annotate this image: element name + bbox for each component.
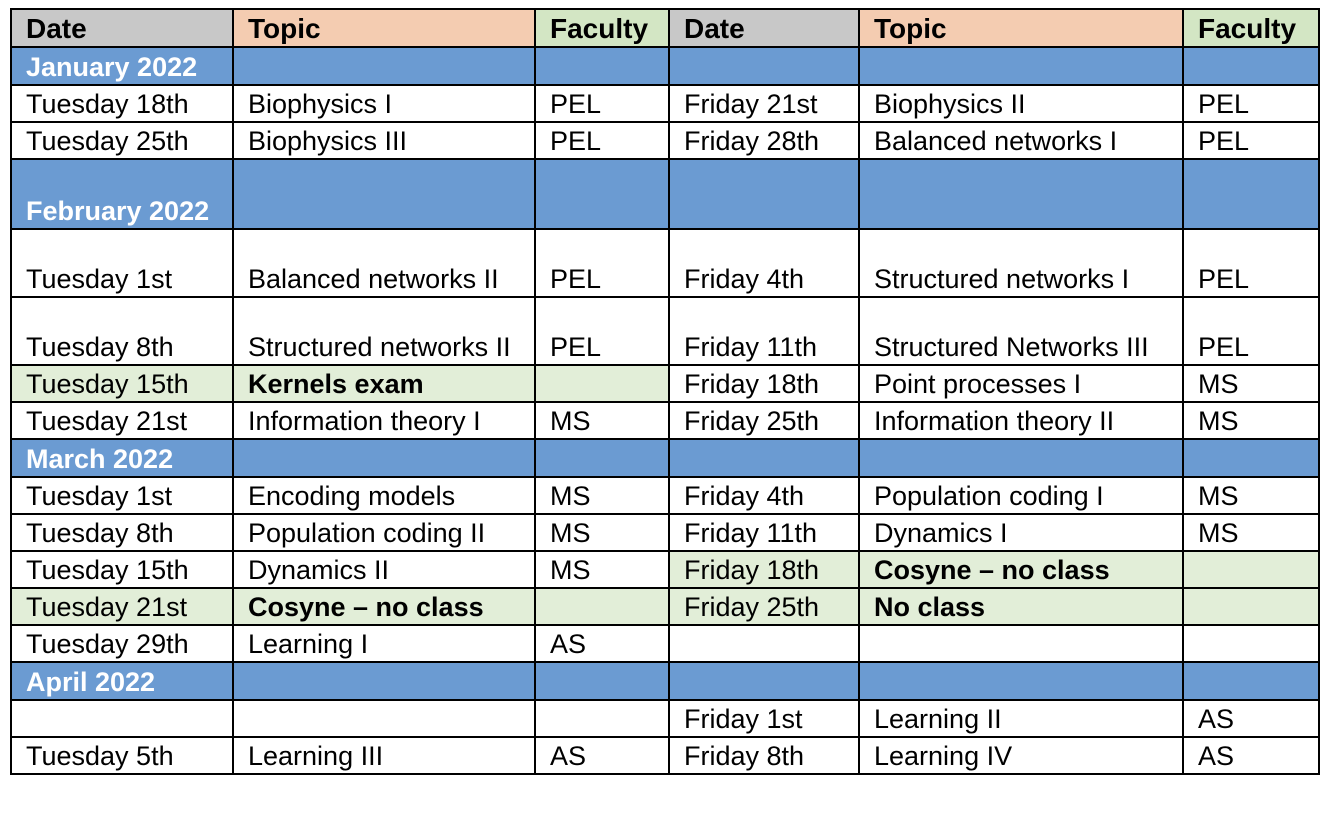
table-row xyxy=(11,737,1319,774)
topic-cell: Cosyne – no class xyxy=(859,551,1183,588)
table-row xyxy=(11,365,1319,402)
faculty-cell: AS xyxy=(535,625,669,662)
topic-cell: Biophysics I xyxy=(233,85,535,122)
table-row xyxy=(11,551,1319,588)
topic-cell: Structured networks II xyxy=(233,297,535,365)
faculty-cell: PEL xyxy=(1183,229,1319,297)
month-row-march xyxy=(11,439,1319,477)
topic-cell: Encoding models xyxy=(233,477,535,514)
date-cell: Tuesday 29th xyxy=(11,625,233,662)
date-cell xyxy=(669,625,859,662)
faculty-cell: MS xyxy=(535,402,669,439)
date-cell: Friday 11th xyxy=(669,297,859,365)
faculty-cell xyxy=(535,700,669,737)
table-row xyxy=(11,625,1319,662)
table-row xyxy=(11,588,1319,625)
topic-cell: No class xyxy=(859,588,1183,625)
faculty-cell: PEL xyxy=(535,229,669,297)
month-row-february xyxy=(11,159,1319,229)
date-cell: Friday 4th xyxy=(669,229,859,297)
date-cell: Friday 1st xyxy=(669,700,859,737)
date-cell: Friday 18th xyxy=(669,365,859,402)
table-row xyxy=(11,477,1319,514)
topic-cell: Population coding I xyxy=(859,477,1183,514)
faculty-cell: MS xyxy=(535,514,669,551)
topic-cell: Learning IV xyxy=(859,737,1183,774)
faculty-cell xyxy=(535,588,669,625)
date-cell: Friday 11th xyxy=(669,514,859,551)
month-label: March 2022 xyxy=(11,439,233,477)
month-label: January 2022 xyxy=(11,47,233,85)
date-cell: Tuesday 15th xyxy=(11,365,233,402)
table-row xyxy=(11,229,1319,297)
faculty-cell: PEL xyxy=(535,297,669,365)
faculty-cell: AS xyxy=(1183,700,1319,737)
topic-cell xyxy=(859,625,1183,662)
faculty-cell: PEL xyxy=(535,85,669,122)
header-date: Date xyxy=(11,9,233,47)
faculty-cell xyxy=(1183,551,1319,588)
topic-cell: Dynamics I xyxy=(859,514,1183,551)
table-row xyxy=(11,297,1319,365)
faculty-cell: PEL xyxy=(1183,85,1319,122)
topic-cell: Learning III xyxy=(233,737,535,774)
table-row xyxy=(11,122,1319,159)
date-cell: Tuesday 18th xyxy=(11,85,233,122)
date-cell: Tuesday 25th xyxy=(11,122,233,159)
faculty-cell: MS xyxy=(1183,402,1319,439)
faculty-cell: MS xyxy=(1183,514,1319,551)
faculty-cell: MS xyxy=(535,551,669,588)
date-cell xyxy=(11,700,233,737)
header-faculty: Faculty xyxy=(535,9,669,47)
topic-cell: Balanced networks II xyxy=(233,229,535,297)
faculty-cell xyxy=(1183,588,1319,625)
date-cell: Friday 8th xyxy=(669,737,859,774)
date-cell: Tuesday 21st xyxy=(11,402,233,439)
faculty-cell: PEL xyxy=(1183,122,1319,159)
topic-cell xyxy=(233,700,535,737)
date-cell: Tuesday 1st xyxy=(11,477,233,514)
topic-cell: Cosyne – no class xyxy=(233,588,535,625)
date-cell: Friday 18th xyxy=(669,551,859,588)
table-row xyxy=(11,514,1319,551)
date-cell: Friday 25th xyxy=(669,588,859,625)
topic-cell: Information theory I xyxy=(233,402,535,439)
date-cell: Tuesday 1st xyxy=(11,229,233,297)
month-label: April 2022 xyxy=(11,662,233,700)
date-cell: Tuesday 15th xyxy=(11,551,233,588)
header-topic: Topic xyxy=(859,9,1183,47)
faculty-cell: MS xyxy=(1183,477,1319,514)
header-topic: Topic xyxy=(233,9,535,47)
topic-cell: Learning II xyxy=(859,700,1183,737)
topic-cell: Structured Networks III xyxy=(859,297,1183,365)
date-cell: Friday 28th xyxy=(669,122,859,159)
header-faculty: Faculty xyxy=(1183,9,1319,47)
date-cell: Tuesday 8th xyxy=(11,514,233,551)
month-label: February 2022 xyxy=(11,159,233,229)
header-date: Date xyxy=(669,9,859,47)
faculty-cell: MS xyxy=(535,477,669,514)
topic-cell: Learning I xyxy=(233,625,535,662)
topic-cell: Information theory II xyxy=(859,402,1183,439)
faculty-cell: PEL xyxy=(535,122,669,159)
date-cell: Tuesday 21st xyxy=(11,588,233,625)
faculty-cell: AS xyxy=(535,737,669,774)
faculty-cell: MS xyxy=(1183,365,1319,402)
topic-cell: Structured networks I xyxy=(859,229,1183,297)
topic-cell: Point processes I xyxy=(859,365,1183,402)
topic-cell: Balanced networks I xyxy=(859,122,1183,159)
topic-cell: Kernels exam xyxy=(233,365,535,402)
faculty-cell: PEL xyxy=(1183,297,1319,365)
date-cell: Friday 4th xyxy=(669,477,859,514)
month-row-january xyxy=(11,47,1319,85)
table-row xyxy=(11,700,1319,737)
schedule-table xyxy=(10,8,1320,775)
date-cell: Friday 25th xyxy=(669,402,859,439)
date-cell: Tuesday 8th xyxy=(11,297,233,365)
table-row xyxy=(11,402,1319,439)
topic-cell: Population coding II xyxy=(233,514,535,551)
topic-cell: Dynamics II xyxy=(233,551,535,588)
topic-cell: Biophysics II xyxy=(859,85,1183,122)
table-row xyxy=(11,85,1319,122)
header-row xyxy=(11,9,1319,47)
faculty-cell: AS xyxy=(1183,737,1319,774)
date-cell: Friday 21st xyxy=(669,85,859,122)
faculty-cell xyxy=(1183,625,1319,662)
topic-cell: Biophysics III xyxy=(233,122,535,159)
date-cell: Tuesday 5th xyxy=(11,737,233,774)
month-row-april xyxy=(11,662,1319,700)
faculty-cell xyxy=(535,365,669,402)
